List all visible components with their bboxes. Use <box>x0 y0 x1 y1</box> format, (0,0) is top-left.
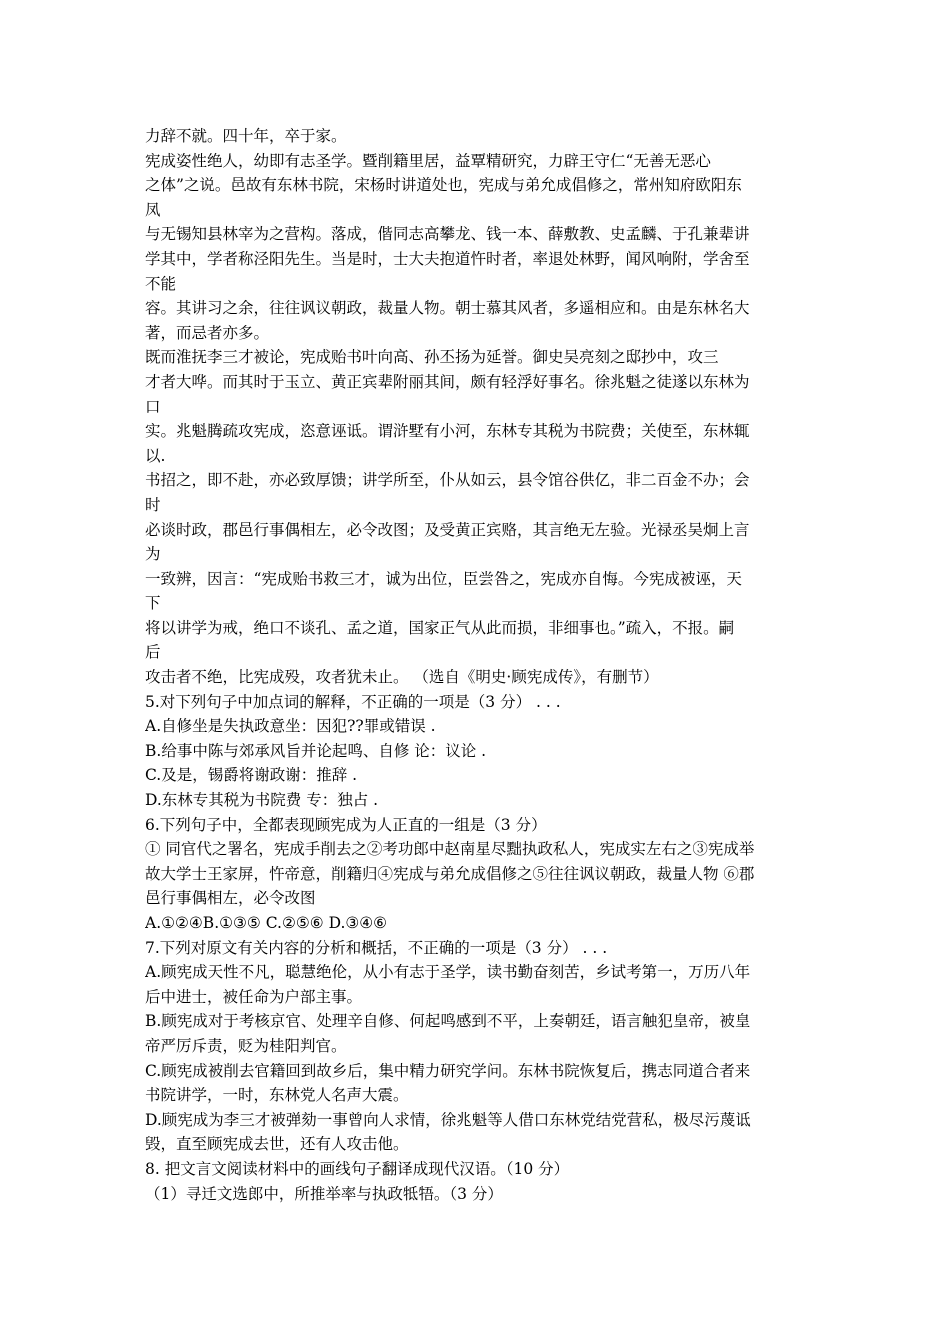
text-line: 帝严厉斥责，贬为桂阳判官。 <box>145 1036 347 1055</box>
text-line: （1）寻迁文选郎中，所推举率与执政牴牾。（3 分） <box>145 1184 503 1203</box>
text-line: 后中进士，被任命为户部主事。 <box>145 987 363 1006</box>
text-line: 毁，直至顾宪成去世，还有人攻击他。 <box>145 1135 409 1154</box>
text-line: 学其中，学者称泾阳先生。当是时，士大夫抱道忤时者，率退处林野，闻风响附，学舍至 <box>145 249 750 268</box>
text-line: 口 <box>145 397 161 416</box>
text-line: 6.下列句子中，全都表现顾宪成为人正直的一组是（3 分） <box>145 815 547 834</box>
text-line: 不能 <box>145 274 177 293</box>
text-line: 5.对下列句子中加点词的解释，不正确的一项是（3 分） . . . <box>145 692 561 711</box>
text-line: 攻击者不绝，比宪成殁，攻者犹未止。 （选自《明史·顾宪成传》，有删节） <box>145 668 659 687</box>
text-line: 凤 <box>145 200 161 219</box>
text-line: 容。其讲习之余，往往讽议朝政，裁量人物。朝士慕其风者，多遥相应和。由是东林名大 <box>145 299 750 318</box>
text-line: 才者大哗。而其时于玉立、黄正宾辈附丽其间，颇有轻浮好事名。徐兆魁之徒遂以东林为 <box>145 372 750 391</box>
text-line: C.及是，锡爵将谢政谢：推辞 . <box>145 766 358 785</box>
text-line: 一致辨，因言：“宪成贻书救三才，诚为出位，臣尝咎之，宪成亦自悔。今宪成被诬，天 <box>145 569 742 588</box>
text-line: A.①②④B.①③⑤ C.②⑤⑥ D.③④⑥ <box>145 914 388 932</box>
text-line: 8. 把文言文阅读材料中的画线句子翻译成现代汉语。（10 分） <box>145 1159 570 1178</box>
text-line: 邑行事偶相左，必令改图 <box>145 889 316 908</box>
text-line: D.东林专其税为书院费 专：独占 . <box>145 791 379 810</box>
text-line: 时 <box>145 495 161 514</box>
text-line: 实。兆魁腾疏攻宪成，恣意诬诋。谓浒墅有小河，东林专其税为书院费；关使至，东林辄 <box>145 422 750 441</box>
text-line: 力辞不就。四十年，卒于家。 <box>145 127 347 145</box>
text-line: D.顾宪成为李三才被弹劾一事曾向人求情，徐兆魁等人借口东林党结党营私，极尽污蔑诋 <box>145 1110 751 1129</box>
text-line: 书院讲学，一时，东林党人名声大震。 <box>145 1086 409 1105</box>
text-line: 必谈时政，郡邑行事偶相左，必令改图；及受黄正宾赂，其言绝无左验。光禄丞吴炯上言 <box>145 520 750 539</box>
text-line: B.给事中陈与郊承风旨并论起鸣、自修 论：议论 . <box>145 741 487 760</box>
text-line: 与无锡知县林宰为之营构。落成，偕同志高攀龙、钱一本、薛敷教、史孟麟、于孔兼辈讲 <box>145 225 750 244</box>
text-line: 7.下列对原文有关内容的分析和概括，不正确的一项是（3 分） . . . <box>145 938 608 957</box>
text-line: 以. <box>145 446 166 465</box>
text-line: 书招之，即不赴，亦必致厚馈；讲学所至，仆从如云，县令馆谷供亿，非二百金不办；会 <box>145 471 750 490</box>
text-line: 后 <box>145 643 161 662</box>
body-text <box>145 124 810 1206</box>
text-line: 故大学士王家屏，忤帝意，削籍归④宪成与弟允成倡修之⑤往往讽议朝政，裁量人物 ⑥郡 <box>145 864 755 883</box>
text-line: 既而淮抚李三才被论，宪成贻书叶向高、孙丕扬为延誉。御史吴亮刻之邸抄中，攻三 <box>145 348 719 367</box>
text-line: 著，而忌者亦多。 <box>145 323 270 342</box>
text-line: ① 同官代之署名，宪成手削去之②考功郎中赵南星尽黜执政私人，宪成实左右之③宪成举 <box>145 840 755 859</box>
text-line: 下 <box>145 594 161 613</box>
text-line: 为 <box>145 545 161 564</box>
text-line: C.顾宪成被削去官籍回到故乡后，集中精力研究学问。东林书院恢复后，携志同道合者来 <box>145 1061 751 1080</box>
text-line: 宪成姿性绝人，幼即有志圣学。暨削籍里居，益覃精研究，力辟王守仁“无善无恶心 <box>145 151 711 170</box>
text-line: A.自修坐是失执政意坐：因犯??罪或错误 . <box>145 717 436 736</box>
text-line: A.顾宪成天性不凡，聪慧绝伦，从小有志于圣学，读书勤奋刻苦，乡试考第一，万历八年 <box>145 963 751 982</box>
text-line: B.顾宪成对于考核京官、处理辛自修、何起鸣感到不平，上奏朝廷，语言触犯皇帝，被皇 <box>145 1012 751 1031</box>
text-line: 之体”之说。邑故有东林书院，宋杨时讲道处也，宪成与弟允成倡修之，常州知府欧阳东 <box>145 176 742 195</box>
text-line: 将以讲学为戒，绝口不谈孔、孟之道，国家正气从此而损，非细事也。”疏入，不报。嗣 <box>145 618 735 637</box>
